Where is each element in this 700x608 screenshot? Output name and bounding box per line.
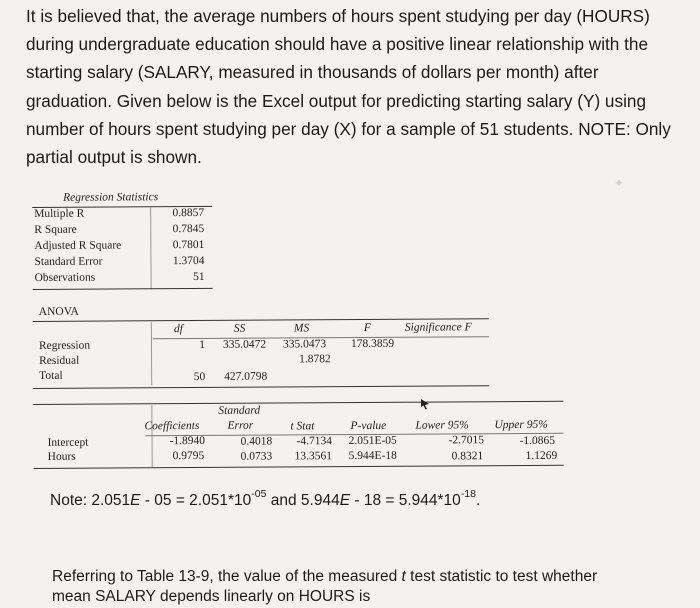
- question-line-1: [52, 567, 692, 587]
- note-b-exponent: -18: [460, 488, 476, 500]
- coef-lower: 0.8321: [451, 450, 484, 463]
- anova-df: 50: [193, 370, 206, 384]
- anova-ms: 1.8782: [299, 353, 331, 366]
- coef-header-se-top: Standard: [218, 404, 261, 417]
- coef-value: -1.8940: [169, 434, 206, 448]
- stat-label: Adjusted R Square: [34, 239, 122, 252]
- coef-pvalue: 5.944E-18: [348, 449, 397, 463]
- coef-row-label: Intercept: [47, 436, 89, 449]
- intro-line: number of hours spent studying per day (X) for a sample of 51 students. NOTE: Only: [26, 118, 671, 139]
- note-a3: - 05 = 2.051*10: [140, 492, 252, 510]
- intro-line: graduation. Given below is the Excel output for predicting starting salary (Y) using: [26, 90, 647, 111]
- question-text: test statistic to test whether: [405, 568, 598, 585]
- divider: [33, 288, 213, 290]
- coef-header-coefficients: Coefficients: [144, 419, 200, 433]
- intro-line: starting salary (SALARY, measured in thousands of dollars per month) after: [26, 62, 599, 83]
- anova-header-ms: MS: [293, 322, 310, 335]
- coef-row-label: Hours: [47, 450, 76, 463]
- page-smudge: ✦: [614, 176, 625, 190]
- coef-pvalue: 2.051E-05: [348, 434, 397, 448]
- stat-label: Standard Error: [34, 255, 103, 268]
- intro-line: during undergraduate education should have a positive linear relationship with the: [26, 34, 649, 55]
- coef-lower: -2.7015: [448, 434, 485, 447]
- anova-ss: 335.0472: [222, 338, 267, 351]
- anova-row-label: Residual: [39, 354, 80, 367]
- note: [50, 490, 480, 510]
- question-line-2: mean SALARY depends linearly on HOURS is: [52, 588, 371, 605]
- coef-se: 0.4018: [240, 435, 273, 448]
- anova-f: 178.3859: [350, 337, 395, 351]
- coef-header-upper: Upper 95%: [494, 418, 548, 432]
- excel-regression-output: [30, 183, 572, 476]
- stat-value: 0.7801: [172, 238, 205, 252]
- stat-value: 0.8857: [172, 206, 205, 220]
- coef-tstat: -4.7134: [296, 435, 333, 448]
- note-a-exponent: -05: [251, 488, 267, 500]
- coef-header-se-bottom: Error: [227, 419, 254, 432]
- anova-header-significance: Significance F: [404, 321, 472, 334]
- note-a1: 2.051: [91, 492, 131, 510]
- coef-upper: 1.1269: [525, 449, 558, 462]
- note-mid: and: [266, 492, 301, 510]
- question-t: t: [401, 568, 406, 585]
- anova-row-label: Regression: [38, 339, 91, 352]
- coef-header-pvalue: P-value: [350, 419, 387, 433]
- coef-tstat: 13.3561: [294, 450, 333, 463]
- coef-se: 0.0733: [240, 450, 273, 463]
- note-end: .: [476, 492, 481, 510]
- question-text: Referring to Table 13-9, the value of the measured: [52, 568, 402, 585]
- coef-header-tstat: t Stat: [290, 420, 315, 433]
- mouse-cursor-icon: [419, 398, 431, 410]
- note-b1: 5.944: [300, 492, 340, 510]
- stat-label: R Square: [34, 223, 77, 236]
- question: [52, 567, 692, 607]
- stat-label: Observations: [34, 271, 96, 284]
- coef-upper: -1.0865: [519, 434, 556, 448]
- stat-value: 1.3704: [172, 254, 205, 268]
- note-a2: E: [130, 492, 141, 510]
- anova-ms: 335.0473: [282, 338, 327, 351]
- intro-line: It is believed that, the average numbers of hours spent studying per day (HOURS): [26, 6, 650, 26]
- stat-value: 51: [193, 270, 205, 284]
- anova-header-f: F: [363, 321, 371, 334]
- coef-value: 0.9795: [172, 449, 205, 463]
- stat-value: 0.7845: [172, 222, 205, 236]
- anova-df: 1: [199, 338, 206, 351]
- intro-line: partial output is shown.: [26, 147, 202, 168]
- anova-ss: 427.0798: [224, 370, 268, 383]
- regression-statistics-title: Regression Statistics: [63, 191, 159, 204]
- coef-header-lower: Lower 95%: [415, 419, 469, 432]
- anova-title: ANOVA: [38, 305, 79, 318]
- note-b2: E: [339, 492, 351, 510]
- divider: [33, 401, 563, 405]
- note-b3: - 18 = 5.944*10: [350, 492, 461, 510]
- stat-label: Multiple R: [34, 207, 85, 220]
- anova-header-ss: SS: [233, 322, 246, 335]
- divider: [33, 385, 489, 389]
- divider: [34, 465, 564, 469]
- anova-header-df: df: [173, 323, 183, 336]
- anova-row-label: Total: [39, 369, 63, 382]
- problem-statement: [26, 2, 686, 171]
- note-prefix: Note:: [50, 492, 92, 510]
